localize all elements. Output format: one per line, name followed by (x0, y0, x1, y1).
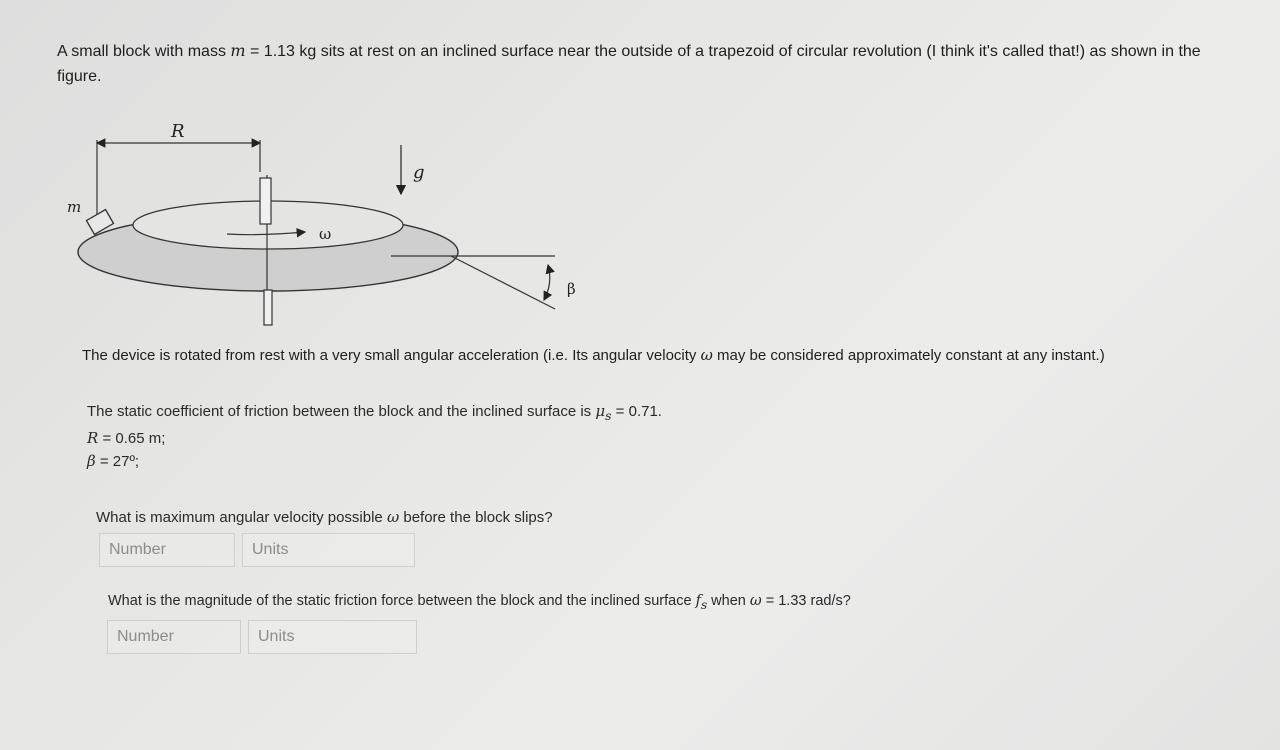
q2-middle: when (707, 593, 750, 609)
omega-label: ω (319, 225, 332, 243)
q2-prefix: What is the magnitude of the static friction force between the block and the inclined surface (108, 593, 696, 609)
device-description (82, 346, 1232, 364)
q2-f-symbol: f (695, 593, 701, 609)
device-suffix: may be considered approximately constant at any instant.) (712, 347, 1105, 364)
question-1 (96, 508, 553, 526)
trapezoid-figure (55, 110, 615, 340)
r-value: = 0.65 m; (98, 430, 166, 447)
omega-symbol: ω (700, 346, 713, 364)
mu-symbol: μ (595, 402, 606, 420)
mu-value: = 0.71. (611, 403, 662, 420)
mass-value: = 1.13 kg (245, 43, 317, 60)
mu-sub: s (605, 408, 612, 423)
intro-prefix: A small block with mass (57, 43, 231, 60)
beta-label: β (567, 280, 576, 298)
question-2 (108, 593, 851, 612)
r-label: R (171, 121, 185, 142)
mu-prefix: The static coefficient of friction between the block and the inclined surface is (87, 403, 596, 420)
q2-number-input[interactable]: Number (107, 620, 241, 654)
beta-line (87, 450, 662, 473)
g-label: g (413, 162, 425, 183)
q1-suffix: before the block slips? (399, 509, 553, 526)
beta-value: = 27º; (95, 453, 140, 470)
given-values (87, 400, 662, 473)
mu-line (87, 400, 662, 427)
problem-intro (57, 38, 1247, 89)
r-symbol: R (87, 429, 99, 447)
axle-bottom (264, 290, 272, 325)
beta-symbol: β (87, 452, 96, 470)
q2-f-sub: s (700, 597, 708, 612)
q1-prefix: What is maximum angular velocity possible (96, 509, 387, 526)
q2-units-select[interactable]: Units (248, 620, 417, 654)
axle-top (260, 178, 271, 224)
mass-symbol: m (230, 41, 246, 60)
q1-omega: ω (386, 508, 400, 526)
m-label: m (67, 198, 82, 216)
q1-units-select[interactable]: Units (242, 533, 415, 567)
r-line (87, 427, 662, 450)
device-prefix: The device is rotated from rest with a very small angular acceleration (i.e. Its angular velocity (82, 347, 701, 364)
intro-suffix: sits at rest on an inclined surface near the outside of a trapezoid of circular revolution (I think it's called that!) as shown in the figure. (57, 43, 1201, 85)
q2-value: = 1.33 rad/s? (761, 593, 851, 609)
q1-number-input[interactable]: Number (99, 533, 235, 567)
incline-line (451, 256, 555, 309)
q2-omega: ω (749, 593, 762, 609)
beta-arc (544, 265, 550, 300)
